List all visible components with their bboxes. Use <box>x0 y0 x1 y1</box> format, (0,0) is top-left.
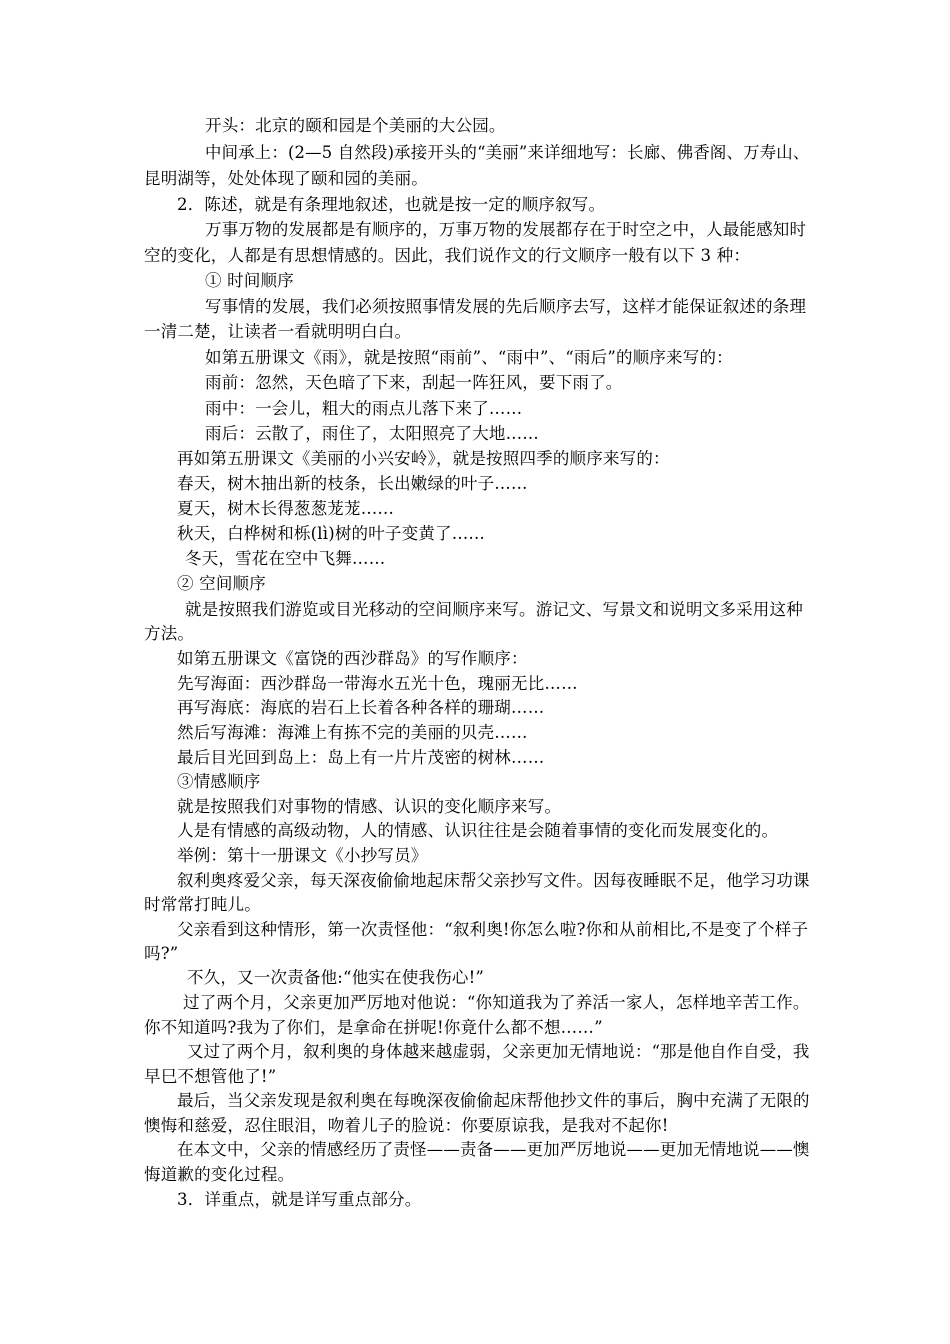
text-line-43: 悔道歉的变化过程。 <box>144 1165 295 1184</box>
text-line-44: 3．详重点，就是详写重点部分。 <box>177 1190 422 1209</box>
text-line-9: 一清二楚，让读者一看就明明白白。 <box>144 322 412 341</box>
text-line-39: 早巳不想管他了!” <box>144 1067 277 1086</box>
text-line-2: 中间承上：(2—5 自然段)承接开头的“美丽”来详细地写：长廊、佛香阁、万寿山、 <box>205 143 810 162</box>
text-line-33: 父亲看到这种情形，第一次责怪他：“叙利奥!你怎么啦?你和从前相比,不是变了个样子 <box>177 920 809 939</box>
text-line-1: 开头：北京的颐和园是个美丽的大公园。 <box>205 116 506 135</box>
text-line-37: 你不知道吗?我为了你们，是拿命在拼呢!你竟什么都不想……” <box>144 1018 603 1037</box>
text-line-21: 方法。 <box>144 624 195 643</box>
text-line-10: 如第五册课文《雨》，就是按照“雨前”、“雨中”、“雨后”的顺序来写的： <box>205 348 733 367</box>
text-line-22: 如第五册课文《富饶的西沙群岛》的写作顺序： <box>177 649 528 668</box>
text-line-31: 叙利奥疼爱父亲，每天深夜偷偷地起床帮父亲抄写文件。因每夜睡眠不足，他学习功课 <box>177 871 810 890</box>
text-line-14: 再如第五册课文《美丽的小兴安岭》，就是按照四季的顺序来写的： <box>177 449 670 468</box>
text-line-35: 不久，又一次责备他:“他实在使我伤心!” <box>187 968 485 987</box>
text-line-36: 过了两个月，父亲更加严厉地对他说：“你知道我为了养活一家人，怎样地辛苦工作。 <box>183 993 810 1012</box>
text-line-6: 空的变化，人都是有思想情感的。因此，我们说作文的行文顺序一般有以下 3 种： <box>144 246 751 265</box>
text-line-13: 雨后：云散了，雨住了，太阳照亮了大地…… <box>205 424 539 443</box>
text-line-30: 举例：第十一册课文《小抄写员》 <box>177 846 428 865</box>
text-line-29: 人是有情感的高级动物，人的情感、认识往往是会随着事情的变化而发展变化的。 <box>177 821 779 840</box>
text-line-7: ① 时间顺序 <box>205 271 294 290</box>
text-line-11: 雨前：忽然，天色暗了下来，刮起一阵狂风，要下雨了。 <box>205 373 623 392</box>
text-line-3: 昆明湖等，处处体现了颐和园的美丽。 <box>144 169 428 188</box>
text-line-5: 万事万物的发展都是有顺序的，万事万物的发展都存在于时空之中，人最能感知时 <box>205 220 807 239</box>
text-line-42: 在本文中，父亲的情感经历了责怪——责备——更加严厉地说——更加无情地说——懊 <box>177 1140 810 1159</box>
text-line-23: 先写海面：西沙群岛一带海水五光十色，瑰丽无比…… <box>177 674 578 693</box>
text-line-24: 再写海底：海底的岩石上长着各种各样的珊瑚…… <box>177 698 545 717</box>
text-line-38: 又过了两个月，叙利奥的身体越来越虚弱，父亲更加无情地说：“那是他自作自受，我 <box>187 1042 810 1061</box>
text-line-19: ② 空间顺序 <box>177 574 266 593</box>
text-line-18: 冬天，雪花在空中飞舞…… <box>185 549 386 568</box>
text-line-41: 懊悔和慈爱，忍住眼泪，吻着儿子的脸说：你要原谅我，是我对不起你! <box>144 1116 669 1135</box>
text-line-25: 然后写海滩：海滩上有拣不完的美丽的贝壳…… <box>177 723 528 742</box>
text-line-17: 秋天，白桦树和栎(lì)树的叶子变黄了…… <box>177 524 486 543</box>
text-line-4: 2．陈述，就是有条理地叙述，也就是按一定的顺序叙写。 <box>177 195 606 214</box>
text-line-8: 写事情的发展，我们必须按照事情发展的先后顺序去写，这样才能保证叙述的条理 <box>205 297 807 316</box>
text-line-27: ③情感顺序 <box>177 772 261 791</box>
text-line-12: 雨中：一会儿，粗大的雨点儿落下来了…… <box>205 399 523 418</box>
text-line-26: 最后目光回到岛上：岛上有一片片茂密的树林…… <box>177 748 545 767</box>
text-line-16: 夏天，树木长得葱葱茏茏…… <box>177 499 395 518</box>
text-line-20: 就是按照我们游览或目光移动的空间顺序来写。游记文、写景文和说明文多采用这种 <box>185 600 803 619</box>
text-line-40: 最后，当父亲发现是叙利奥在每晚深夜偷偷起床帮他抄文件的事后，胸中充满了无限的 <box>177 1091 810 1110</box>
text-line-28: 就是按照我们对事物的情感、认识的变化顺序来写。 <box>177 797 562 816</box>
text-line-32: 时常常打盹儿。 <box>144 895 261 914</box>
text-line-15: 春天，树木抽出新的枝条，长出嫩绿的叶子…… <box>177 474 528 493</box>
text-line-34: 吗?” <box>144 944 179 963</box>
